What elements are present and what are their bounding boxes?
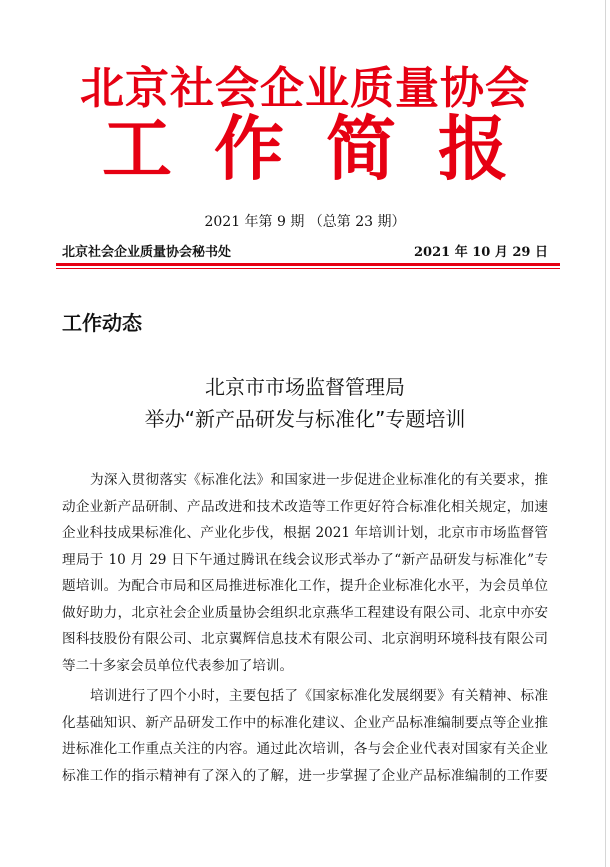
paragraph-line: 动企业新产品研制、产品改进和技术改造等工作更好符合标准化相关规定，加速: [62, 498, 548, 515]
paragraph-line: 理局于 10 月 29 日下午通过腾讯在线会议形式举办了“新产品研发与标准化”专: [62, 551, 548, 568]
issue-number: 2021 年第 9 期 （总第 23 期）: [204, 214, 406, 230]
section-heading: 工作动态: [62, 311, 142, 335]
header-rule-thick: [56, 263, 560, 266]
paragraph-line: 等二十多家会员单位代表参加了培训。: [62, 657, 294, 674]
brief-title: 工作简报: [102, 107, 550, 190]
paragraph-line: 做好助力，北京社会企业质量协会组织北京燕华工程建设有限公司、北京中亦安: [62, 604, 548, 621]
article-paragraph-2: [62, 683, 548, 789]
paragraph-line: 标准工作的指示精神有了深入的了解，进一步掌握了企业产品标准编制的工作要: [62, 767, 548, 784]
paragraph-line: 企业科技成果标准化、产业化步伐，根据 2021 年培训计划，北京市市场监督管: [62, 525, 548, 541]
org-title: 北京社会企业质量协会: [80, 63, 530, 114]
paragraph-line: 题培训。为配合市局和区局推进标准化工作，提升企业标准化水平，为会员单位: [62, 578, 548, 594]
publisher: 北京社会企业质量协会秘书处: [62, 245, 232, 260]
publisher-row: [62, 243, 548, 263]
header-rule-thin: [56, 268, 560, 269]
paragraph-line: 培训进行了四个小时，主要包括了《国家标准化发展纲要》有关精神、标准: [90, 688, 548, 704]
paragraph-line: 化基础知识、新产品研发工作中的标准化建议、企业产品标准编制要点等企业推: [62, 714, 548, 731]
article-title-line-1: 北京市市场监督管理局: [205, 375, 405, 399]
paragraph-line: 为深入贯彻落实《标准化法》和国家进一步促进企业标准化的有关要求，推: [90, 472, 548, 488]
publish-date: 2021 年 10 月 29 日: [414, 245, 548, 260]
paragraph-line: 进标准化工作重点关注的内容。通过此次培训，各与会企业代表对国家有关企业: [62, 741, 548, 757]
paragraph-line: 图科技股份有限公司、北京翼辉信息技术有限公司、北京润明环境科技有限公司: [62, 631, 548, 647]
article-paragraph-1: [62, 467, 548, 679]
article-title-line-2: 举办“新产品研发与标准化”专题培训: [144, 407, 466, 431]
